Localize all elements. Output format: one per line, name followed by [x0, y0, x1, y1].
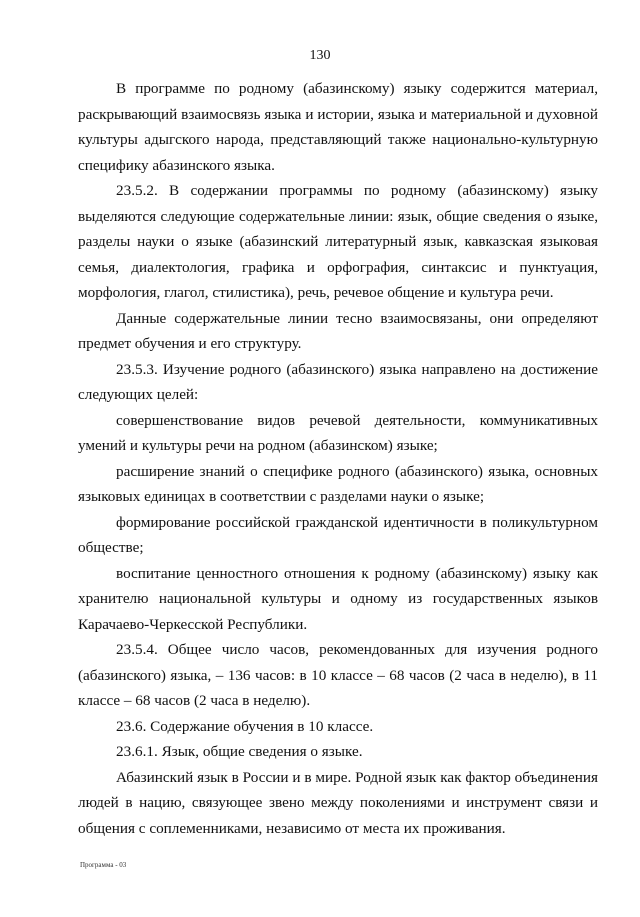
paragraph: 23.5.2. В содержании программы по родному (абазинскому) языку выделяются следующие содержательные линии: язык, общие сведения о языке, разделы науки о языке (абазинский литературный язык, кавказская языковая семья, диалектология, графика и орфография, синтаксис и пунктуация, морфология, глагол, стилистика), речь, речевое общение и культура речи. — [78, 182, 598, 301]
paragraph: 23.5.3. Изучение родного (абазинского) языка направлено на достижение следующих целей: — [78, 360, 598, 403]
paragraph: расширение знаний о специфике родного (абазинского) языка, основных языковых единицах в соответствии с разделами науки о языке; — [78, 462, 598, 505]
paragraph: 23.5.4. Общее число часов, рекомендованных для изучения родного (абазинского) языка, – 136 часов: в 10 классе – 68 часов (2 часа в неделю), в 11 классе – 68 часов (2 часа в неделю). — [78, 641, 598, 709]
page-footer: Программа - 03 — [80, 861, 127, 869]
body-text — [78, 76, 598, 841]
paragraph: 23.6. Содержание обучения в 10 классе. — [116, 717, 374, 735]
page-number: 130 — [309, 48, 331, 63]
paragraph: Абазинский язык в России и в мире. Родной язык как фактор объединения людей в нацию, связующее звено между поколениями и инструмент связи и общения с соплеменниками, независимо от места их проживания. — [78, 768, 598, 837]
paragraph: воспитание ценностного отношения к родному (абазинскому) языку как хранителю национальной культуры и одному из государственных языков Карачаево-Черкесской Республики. — [78, 564, 598, 633]
paragraph: Данные содержательные линии тесно взаимосвязаны, они определяют предмет обучения и его структуру. — [78, 309, 598, 352]
paragraph: формирование российской гражданской идентичности в поликультурном обществе; — [78, 513, 598, 556]
paragraph: 23.6.1. Язык, общие сведения о языке. — [116, 743, 363, 760]
paragraph: совершенствование видов речевой деятельности, коммуникативных умений и культуры речи на родном (абазинском) языке; — [78, 411, 598, 454]
paragraph: В программе по родному (абазинскому) языку содержится материал, раскрывающий взаимосвязь языка и истории, языка и материальной и духовной культуры адыгского народа, представляющий также национально-культурную специфику абазинского языка. — [78, 80, 598, 174]
